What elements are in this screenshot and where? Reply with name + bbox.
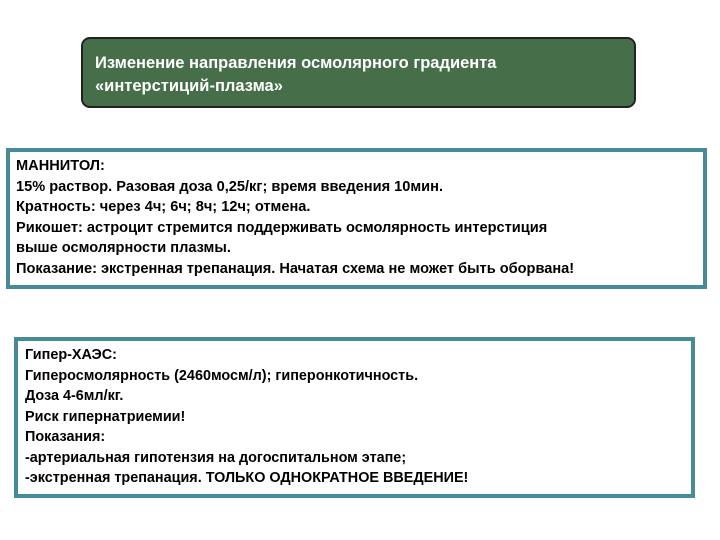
mannitol-heading: МАННИТОЛ: bbox=[16, 158, 105, 174]
mannitol-frequency: Кратность: через 4ч; 6ч; 8ч; 12ч; отмена. bbox=[16, 199, 311, 215]
slide-title-box bbox=[81, 37, 636, 108]
slide-title-line-1: Изменение направления осмолярного градиента bbox=[95, 54, 497, 72]
mannitol-rebound: Рикошет: астроцит стремится поддерживать осмолярность интерстиция bbox=[16, 219, 548, 236]
hyper-haes-risk: Риск гипернатриемии! bbox=[25, 408, 186, 425]
slide-title-line-2: «интерстиций-плазма» bbox=[95, 77, 283, 95]
mannitol-rebound-cont: выше осмолярности плазмы. bbox=[16, 240, 231, 256]
hyper-haes-osmolarity: Гиперосмолярность (2460мосм/л); гиперонкотичность. bbox=[25, 367, 419, 384]
mannitol-indication: Показание: экстренная трепанация. Начатая схема не может быть оборвана! bbox=[16, 260, 575, 277]
hyper-haes-dose: Доза 4-6мл/кг. bbox=[25, 388, 124, 404]
hyper-haes-indication-1: -артериальная гипотензия на догоспитальном этапе; bbox=[25, 449, 407, 466]
hyper-haes-indications-label: Показания: bbox=[25, 429, 106, 445]
mannitol-card bbox=[6, 148, 707, 289]
hyper-haes-card bbox=[14, 337, 695, 498]
hyper-haes-heading: Гипер-ХАЭС: bbox=[25, 347, 117, 363]
hyper-haes-indication-2: -экстренная трепанация. ТОЛЬКО ОДНОКРАТНОЕ ВВЕДЕНИЕ! bbox=[25, 470, 469, 486]
mannitol-dose: 15% раствор. Разовая доза 0,25/кг; время введения 10мин. bbox=[16, 178, 444, 195]
